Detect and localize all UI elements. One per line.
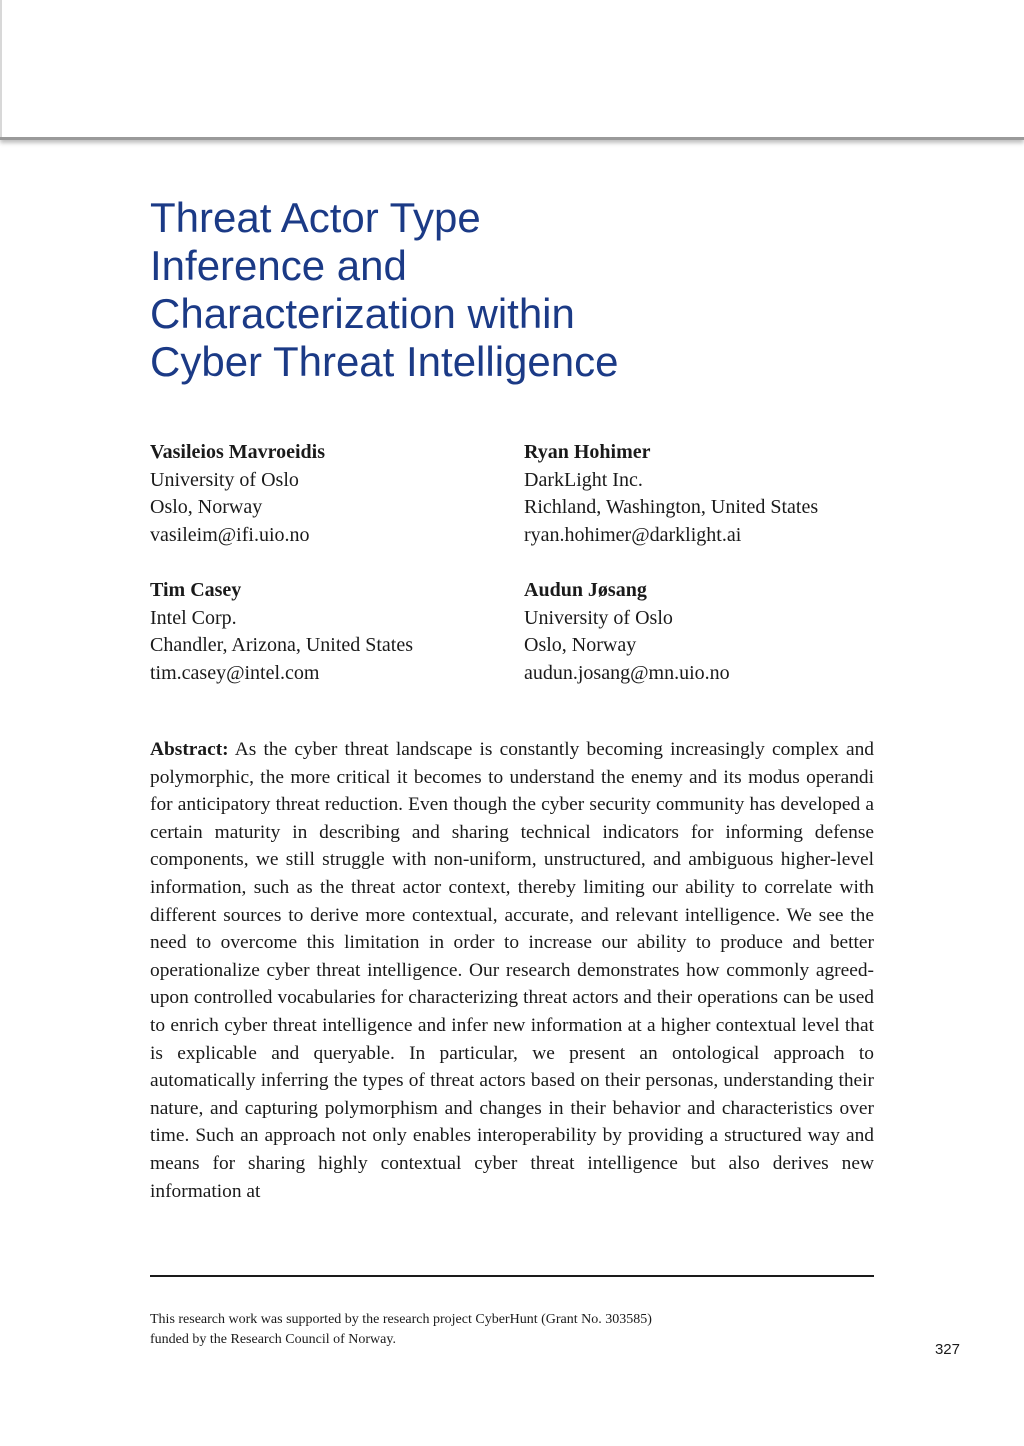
author-block	[524, 439, 818, 549]
title-line: Threat Actor Type	[150, 194, 481, 241]
title-line: Characterization within	[150, 290, 575, 337]
author-block	[150, 439, 325, 549]
author-email[interactable]: audun.josang@mn.uio.no	[524, 661, 730, 684]
abstract-text: As the cyber threat landscape is constantly becoming increasingly complex and polymorphic, the more critical it becomes to understand the enemy and its modus operandi for anticipatory threat reduction. Even though the cyber security community has developed a certain maturity in describing and sharing technical indicators for informing defense components, we still struggle with non-uniform, unstructured, and ambiguous higher-level information, such as the threat actor context, thereby limiting our ability to correlate with different sources to derive more contextual, accurate, and relevant intelligence. We see the need to overcome this limitation in order to increase our ability to produce and better operationalize cyber threat intelligence. Our research demonstrates how commonly agreed-upon controlled vocabularies for characterizing threat actors and their operations can be used to enrich cyber threat intelligence and infer new information at a higher contextual level that is explicable and queryable. In particular, we present an ontological approach to automatically inferring the types of threat actors based on their personas, understanding their nature, and capturing polymorphism and changes in their behavior and characteristics over time. Such an approach not only enables interoperability by providing a structured way and means for sharing highly contextual cyber threat intelligence but also derives new information at	[150, 739, 874, 1202]
footnote-line: funded by the Research Council of Norway.	[150, 1332, 396, 1347]
author-name: Audun Jøsang	[524, 579, 647, 601]
abstract-label: Abstract:	[150, 739, 229, 760]
abstract	[150, 736, 874, 1205]
footnote	[150, 1310, 874, 1350]
author-affiliation: DarkLight Inc.	[524, 468, 643, 491]
author-name: Vasileios Mavroeidis	[150, 441, 326, 463]
footnote-divider	[150, 1275, 874, 1277]
author-location: Chandler, Arizona, United States	[150, 634, 414, 656]
author-location: Oslo, Norway	[150, 496, 263, 518]
author-name: Ryan Hohimer	[524, 441, 651, 463]
author-affiliation: University of Oslo	[524, 606, 673, 629]
paper-title	[150, 194, 770, 386]
author-block	[524, 577, 730, 687]
title-line: Cyber Threat Intelligence	[150, 338, 619, 385]
author-name: Tim Casey	[150, 579, 242, 601]
title-line: Inference and	[150, 242, 407, 289]
author-affiliation: Intel Corp.	[150, 606, 237, 629]
page-number: 327	[934, 1341, 960, 1358]
author-email[interactable]: vasileim@ifi.uio.no	[150, 523, 310, 546]
author-block	[150, 577, 413, 687]
page-top-band	[0, 0, 1024, 140]
author-location: Oslo, Norway	[524, 634, 637, 656]
footnote-line: This research work was supported by the research project CyberHunt (Grant No. 303585)	[150, 1312, 652, 1327]
author-affiliation: University of Oslo	[150, 468, 299, 491]
author-email[interactable]: tim.casey@intel.com	[150, 661, 320, 684]
author-email[interactable]: ryan.hohimer@darklight.ai	[524, 523, 742, 546]
author-location: Richland, Washington, United States	[524, 496, 819, 518]
